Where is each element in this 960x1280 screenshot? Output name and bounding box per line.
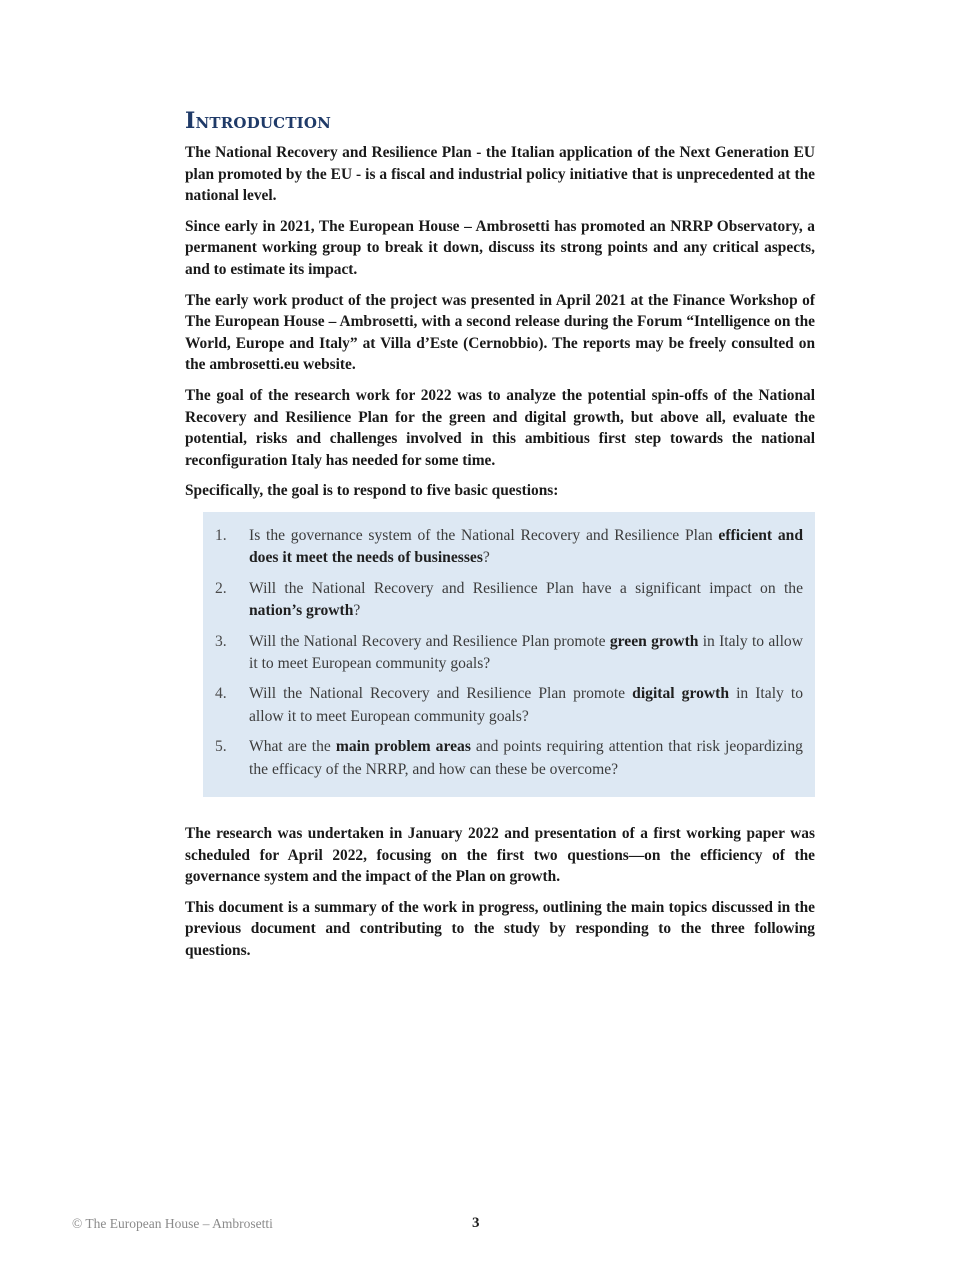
question-text: Will the National Recovery and Resilience Plan promote digital growth in Italy to allow it to meet European community goals?: [249, 685, 803, 725]
footer-copyright: © The European House – Ambrosetti: [72, 1216, 273, 1231]
section-heading: Introduction: [185, 108, 332, 134]
question-item: [215, 683, 803, 728]
question-number: 2.: [215, 579, 227, 597]
question-emphasis: efficient and does it meet the needs of businesses: [249, 526, 803, 567]
question-emphasis: nation’s growth: [249, 602, 354, 620]
body-paragraph: The early work product of the project was presented in April 2021 at the Finance Workshop of The European House – Ambrosetti, with a second release during the Forum “Intelligence on the World, Europe and Italy” at Villa d’Este (Cernobbio). The reports may be freely consulted on the ambrosetti.eu website.: [185, 291, 815, 374]
question-number: 3.: [215, 632, 227, 650]
question-item: [215, 578, 803, 623]
body-paragraph: The National Recovery and Resilience Plan - the Italian application of the Next Generation EU plan promoted by the EU - is a fiscal and industrial policy initiative that is unprecedented at the national level.: [185, 144, 815, 205]
question-item: [215, 525, 803, 570]
question-number: 1.: [215, 526, 227, 544]
question-item: [215, 631, 803, 676]
body-paragraph: The goal of the research work for 2022 was to analyze the potential spin-offs of the National Recovery and Resilience Plan for the green and digital growth, but above all, evaluate the potential, risks and challenges involved in this ambitious first step towards the national reconfiguration Italy has needed for some time.: [185, 386, 815, 469]
questions-lead-in: Specifically, the goal is to respond to five basic questions:: [185, 482, 559, 500]
question-item: [215, 736, 803, 781]
question-emphasis: main problem areas: [335, 738, 471, 756]
page-content: [185, 108, 815, 971]
question-text: What are the main problem areas and points requiring attention that risk jeopardizing the efficacy of the NRRP, and how can these be overcome?: [249, 738, 803, 778]
question-emphasis: green growth: [609, 632, 699, 650]
question-text: Will the National Recovery and Resilience Plan have a significant impact on the nation’s growth?: [249, 579, 803, 620]
body-paragraph: This document is a summary of the work in progress, outlining the main topics discussed in the previous document and contributing to the study by responding to the three following questions.: [185, 898, 815, 959]
question-number: 4.: [215, 685, 227, 703]
question-emphasis: digital growth: [632, 685, 730, 703]
question-text: Is the governance system of the National Recovery and Resilience Plan efficient and does it meet the needs of businesses?: [249, 526, 803, 567]
question-number: 5.: [215, 738, 227, 756]
body-paragraph: The research was undertaken in January 2022 and presentation of a first working paper was scheduled for April 2022, focusing on the first two questions—on the efficiency of the governance system and the impact of the Plan on growth.: [185, 824, 815, 886]
questions-box: [203, 512, 815, 797]
page-number: 3: [472, 1215, 480, 1231]
body-paragraph: Since early in 2021, The European House – Ambrosetti has promoted an NRRP Observatory, a permanent working group to break it down, discuss its strong points and any critical aspects, and to estimate its impact.: [185, 217, 815, 278]
question-text: Will the National Recovery and Resilience Plan promote green growth in Italy to allow it to meet European community goals?: [249, 632, 803, 672]
